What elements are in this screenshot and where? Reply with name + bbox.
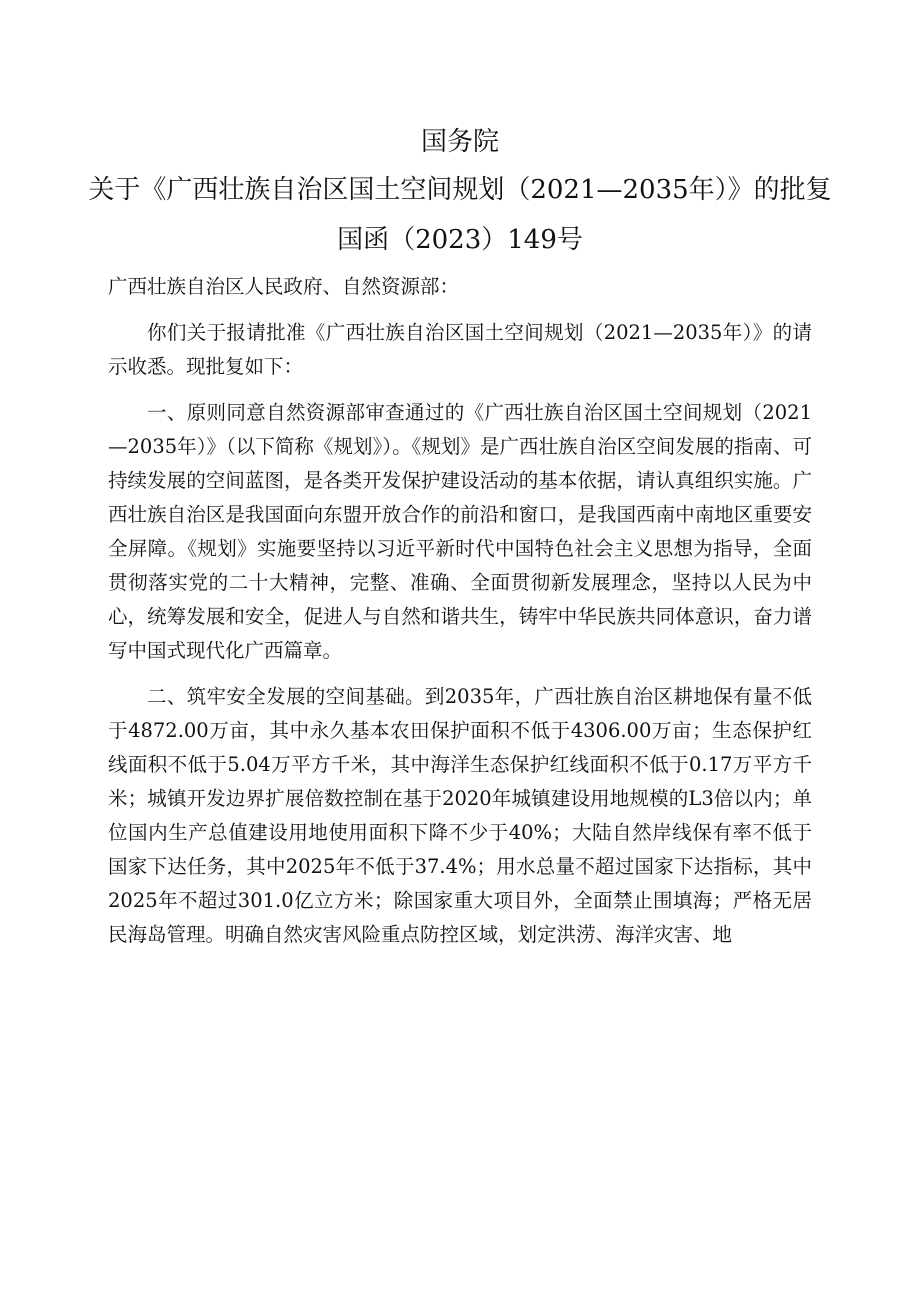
document-body (108, 270, 812, 964)
paragraph-intro: 你们关于报请批准《广西壮族自治区国土空间规划（2021—2035年）》的请示收悉。现批复如下： (108, 321, 812, 378)
paragraph-section-one: 一、原则同意自然资源部审查通过的《广西壮族自治区国土空间规划（2021—2035年）》（以下简称《规划》）。《规划》是广西壮族自治区空间发展的指南、可持续发展的空间蓝图，是各类开发保护建设活动的基本依据，请认真组织实施。广西壮族自治区是我国面向东盟开放合作的前沿和窗口，是我国西南中南地区重要安全屏障。《规划》实施要坚持以习近平新时代中国特色社会主义思想为指导，全面贯彻落实党的二十大精神，完整、准确、全面贯彻新发展理念，坚持以人民为中心，统筹发展和安全，促进人与自然和谐共生，铸牢中华民族共同体意识，奋力谱写中国式现代化广西篇章。 (108, 401, 812, 662)
document-title: 关于《广西壮族自治区国土空间规划（2021—2035年）》的批复 (88, 175, 832, 205)
addressee-line: 广西壮族自治区人民政府、自然资源部： (108, 275, 460, 298)
issuer-heading: 国务院 (420, 127, 499, 157)
document-number: 国函（2023）149号 (337, 225, 583, 255)
paragraph-section-two: 二、筑牢安全发展的空间基础。到2035年，广西壮族自治区耕地保有量不低于4872.00万亩，其中永久基本农田保护面积不低于4306.00万亩；生态保护红线面积不低于5.04万平方千米，其中海洋生态保护红线面积不低于0.17万平方千米；城镇开发边界扩展倍数控制在基于2020年城镇建设用地规模的L3倍以内；单位国内生产总值建设用地使用面积下降不少于40%；大陆自然岸线保有率不低于国家下达任务，其中2025年不低于37.4%；用水总量不超过国家下达指标，其中2025年不超过301.0亿立方米；除国家重大项目外，全面禁止围填海；严格无居民海岛管理。明确自然灾害风险重点防控区域，划定洪涝、海洋灾害、地 (108, 685, 812, 946)
